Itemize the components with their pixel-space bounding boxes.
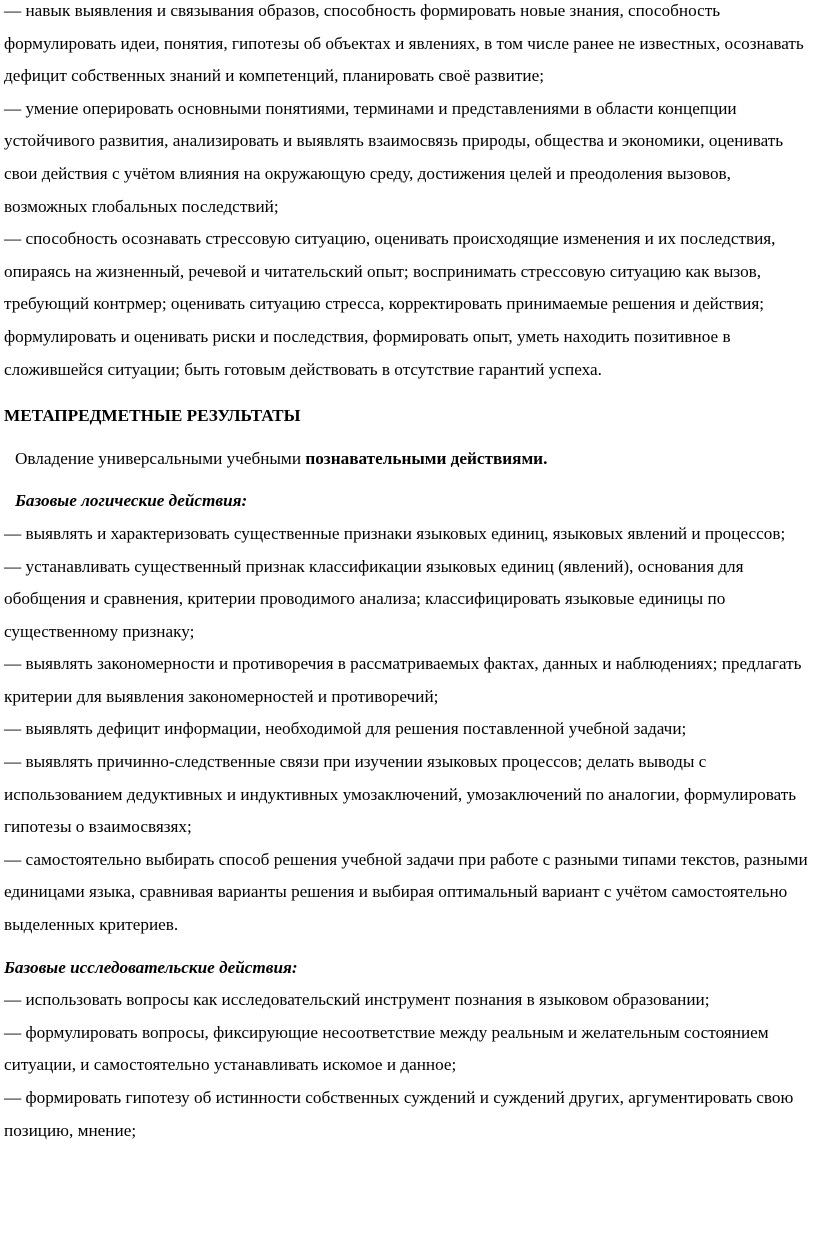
- intro-plain-text: Овладение универсальными учебными: [15, 448, 306, 468]
- research-item: — формулировать вопросы, фиксирующие несоответствие между реальным и желательным состоянием ситуации, и самостоятельно устанавливать искомое и данное;: [4, 1022, 769, 1075]
- spacer: [4, 942, 808, 952]
- logical-item: — выявлять закономерности и противоречия в рассматриваемых фактах, данных и наблюдениях; предлагать критерии для выявления закономерностей и противоречий;: [4, 654, 802, 706]
- paragraph-stress-situation: — способность осознавать стрессовую ситуацию, оценивать происходящие изменения и их последствия, опираясь на жизненный, речевой и читательский опыт; воспринимать стрессовую ситуацию как вызов, требующий контрмер; оценивать ситуацию стресса, корректировать принимаемые решения и действия; формулировать и оценивать риски и последствия, формировать опыт, уметь находить позитивное в сложившейся ситуации; быть готовым действовать в отсутствие гарантий успеха.: [4, 229, 776, 379]
- spacer: [4, 386, 808, 400]
- logical-item: — выявлять дефицит информации, необходимой для решения поставленной учебной задачи;: [4, 719, 687, 739]
- logical-item: — самостоятельно выбирать способ решения учебной задачи при работе с разными типами текстов, разными единицами языка, сравнивая варианты решения и выбирая оптимальный вариант с учётом самостоятельно выделенных критериев.: [4, 849, 808, 935]
- spacer: [4, 475, 808, 485]
- paragraph-sustainable-development: — умение оперировать основными понятиями, терминами и представлениями в области концепции устойчивого развития, анализировать и выявлять взаимосвязь природы, общества и экономики, оценивать свои действия с учётом влияния на окружающую среду, достижения целей и преодоления вызовов, возможных глобальных последствий;: [4, 98, 784, 216]
- intro-bold-text: познавательными действиями.: [305, 448, 548, 468]
- section-heading: МЕТАПРЕДМЕТНЫЕ РЕЗУЛЬТАТЫ: [4, 406, 301, 426]
- paragraph-image-linking: — навык выявления и связывания образов, способность формировать новые знания, способность формулировать идеи, понятия, гипотезы об объектах и явлениях, в том числе ранее не известных, осознавать дефицит собственных знаний и компетенций, планировать своё развитие;: [4, 1, 804, 86]
- spacer: [4, 433, 808, 443]
- logical-item: — выявлять причинно-следственные связи при изучении языковых процессов; делать выводы с использованием дедуктивных и индуктивных умозаключений, умозаключений по аналогии, формулировать гипотезы о взаимосвязях;: [4, 752, 797, 837]
- intro-paragraph: [4, 443, 808, 476]
- logical-item: — устанавливать существенный признак классификации языковых единиц (явлений), основания для обобщения и сравнения, критерии проводимого анализа; классифицировать языковые единицы по существенному признаку;: [4, 556, 744, 641]
- research-item: — формировать гипотезу об истинности собственных суждений и суждений других, аргументировать свою позицию, мнение;: [4, 1088, 794, 1140]
- logical-item: — выявлять и характеризовать существенные признаки языковых единиц, языковых явлений и процессов;: [4, 523, 786, 543]
- logical-actions-title: Базовые логические действия:: [15, 491, 248, 511]
- research-actions-title: Базовые исследовательские действия:: [4, 957, 298, 977]
- research-item: — использовать вопросы как исследовательский инструмент познания в языковом образовании;: [4, 990, 710, 1010]
